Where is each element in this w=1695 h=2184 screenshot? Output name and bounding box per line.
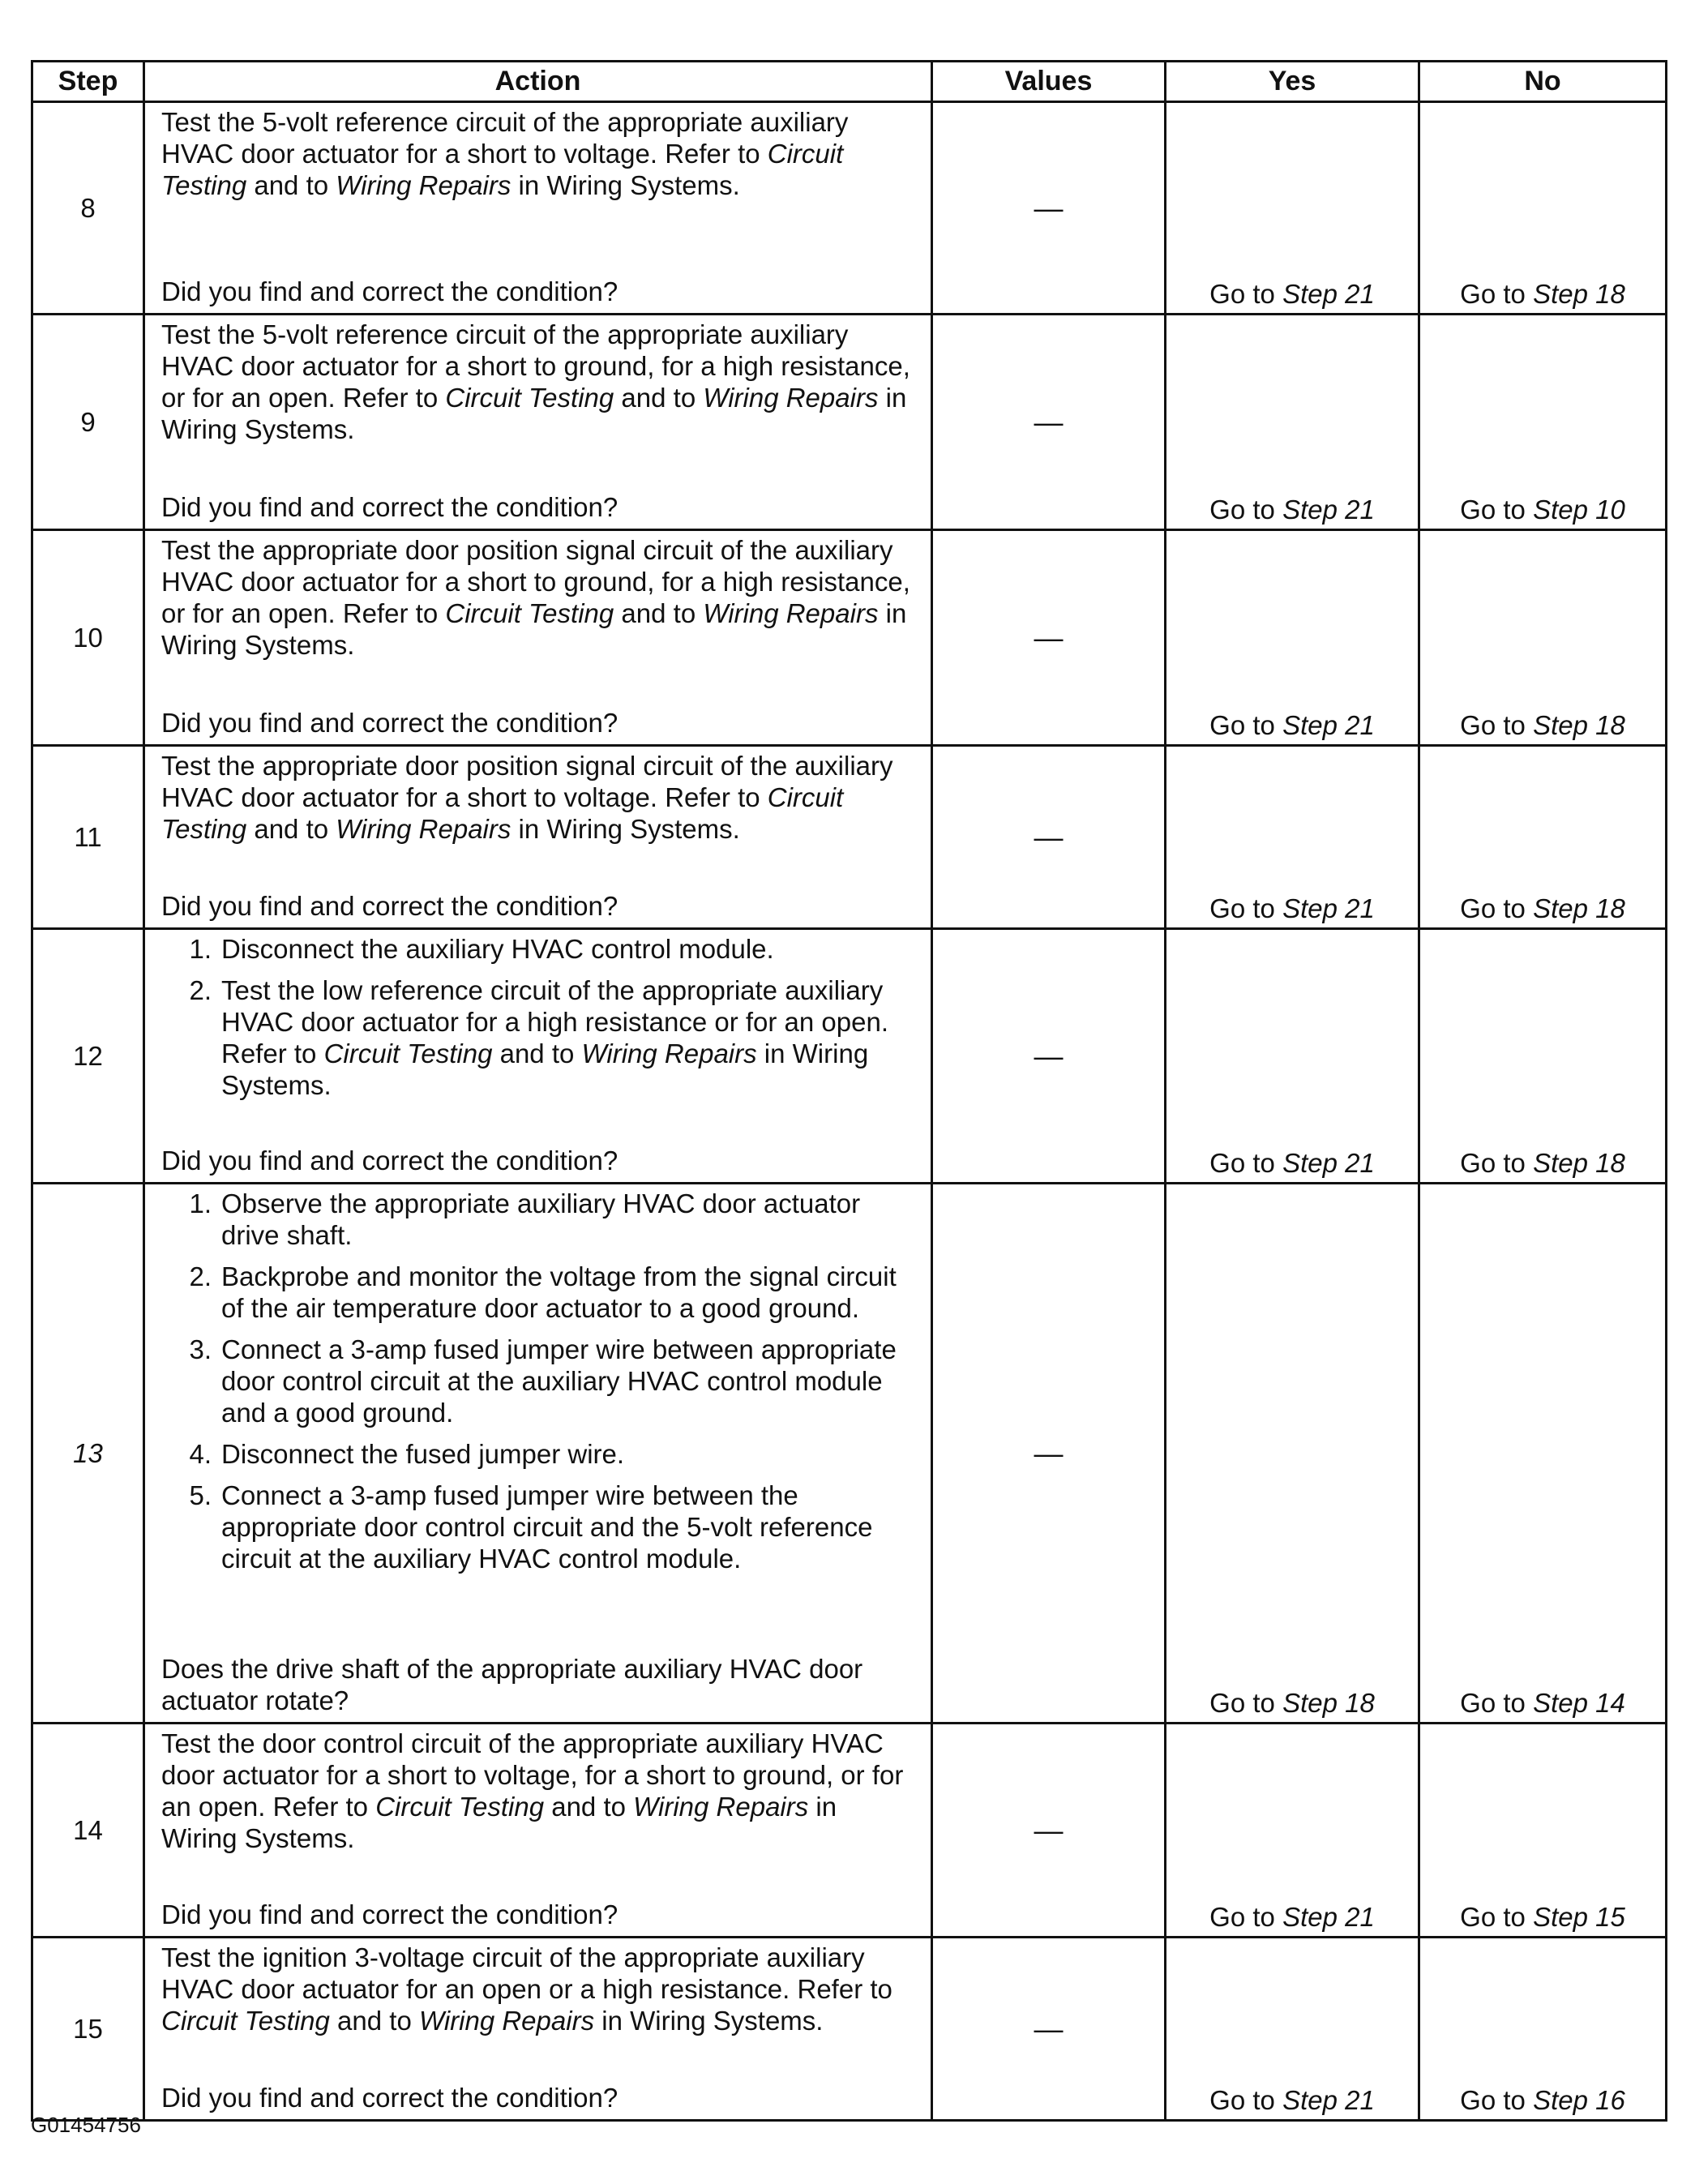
substep-number: 5. [189,1480,212,1510]
reference-link-text: Circuit Testing [161,2006,330,2036]
action-substeps [161,933,919,1101]
text-fragment: and to [544,1792,634,1822]
reference-link-text: Circuit Testing [375,1792,545,1822]
yes-goto-step: Step 21 [1282,710,1375,740]
reference-link-text: Circuit Testing [445,383,614,413]
header-step: Step [32,62,144,102]
header-no: No [1419,62,1667,102]
no-goto-prefix: Go to [1460,1902,1534,1932]
yes-goto-prefix: Go to [1209,1148,1283,1178]
values-cell: — [932,746,1166,929]
yes-goto-prefix: Go to [1209,2085,1283,2115]
no-goto-prefix: Go to [1460,893,1534,923]
no-cell [1419,315,1667,530]
substep-text [221,1188,919,1251]
reference-link-text: Circuit Testing [161,139,844,200]
action-instruction [161,1728,919,1854]
yes-goto-prefix: Go to [1209,1902,1283,1932]
action-instruction [161,534,919,661]
table-body [32,102,1667,2121]
substep-text [221,933,919,965]
text-fragment: Backprobe and monitor the voltage from the signal circuit of the air temperature door actuator to a good ground. [221,1261,897,1323]
step-number: 14 [32,1724,144,1938]
substep-number: 2. [189,1261,212,1291]
text-fragment: and to [614,598,704,628]
text-fragment: Test the door control circuit of the appropriate auxiliary HVAC door actuator for a short to voltage, for a short to ground, or for an open. Refer to [161,1728,904,1822]
reference-link-text: Circuit Testing [323,1038,493,1068]
action-question: Did you find and correct the condition? [161,708,619,738]
yes-goto-step: Step 21 [1282,279,1375,309]
yes-cell [1166,1938,1419,2121]
text-fragment: Test the 5-volt reference circuit of the appropriate auxiliary HVAC door actuator for a short to voltage. Refer to [161,107,849,169]
yes-cell [1166,1184,1419,1724]
no-goto-step: Step 18 [1533,1148,1625,1178]
text-fragment: in Wiring Systems. [161,383,907,444]
no-goto-prefix: Go to [1460,1688,1534,1718]
reference-link-text: Wiring Repairs [703,383,879,413]
text-fragment: Test the appropriate door position signal circuit of the auxiliary HVAC door actuator for a short to ground, for a high resistance, or for an open. Refer to [161,535,910,628]
action-cell [144,1724,932,1938]
action-cell [144,530,932,746]
values-cell: — [932,530,1166,746]
yes-cell [1166,1724,1419,1938]
reference-link-text: Wiring Repairs [336,170,511,200]
no-goto-step: Step 15 [1533,1902,1625,1932]
no-cell [1419,929,1667,1184]
step-number: 13 [32,1184,144,1724]
text-fragment: Connect a 3-amp fused jumper wire between the appropriate door control circuit and the 5-volt reference circuit at the auxiliary HVAC control module. [221,1480,873,1574]
substep-text [221,1261,919,1324]
text-fragment: in Wiring Systems. [594,2006,824,2036]
text-fragment: Test the low reference circuit of the appropriate auxiliary HVAC door actuator for a high resistance or for an open. Refer to [221,975,889,1068]
action-question: Did you find and correct the condition? [161,1146,619,1176]
action-question: Did you find and correct the condition? [161,1899,619,1929]
yes-goto-step: Step 21 [1282,1148,1375,1178]
no-goto-step: Step 10 [1533,495,1625,525]
no-goto-step: Step 18 [1533,710,1625,740]
reference-link-text: Wiring Repairs [581,1038,757,1068]
text-fragment: Test the ignition 3-voltage circuit of the appropriate auxiliary HVAC door actuator for an open or a high resistance. Refer to [161,1942,892,2004]
table-row [32,315,1667,530]
action-instruction [161,319,919,445]
action-cell [144,102,932,315]
no-goto-step: Step 18 [1533,279,1625,309]
list-item [161,1334,919,1428]
values-cell: — [932,1938,1166,2121]
step-number: 9 [32,315,144,530]
reference-link-text: Circuit Testing [161,782,844,844]
no-goto-prefix: Go to [1460,1148,1534,1178]
table-row [32,1184,1667,1724]
yes-goto-step: Step 21 [1282,1902,1375,1932]
reference-link-text: Wiring Repairs [336,814,511,844]
values-cell: — [932,929,1166,1184]
table-row [32,530,1667,746]
reference-link-text: Wiring Repairs [633,1792,809,1822]
values-cell: — [932,1724,1166,1938]
action-substeps [161,1188,919,1574]
yes-goto-step: Step 21 [1282,2085,1375,2115]
text-fragment: and to [246,814,336,844]
text-fragment: Test the appropriate door position signal circuit of the auxiliary HVAC door actuator for a short to voltage. Refer to [161,751,893,812]
no-goto-prefix: Go to [1460,279,1534,309]
header-values: Values [932,62,1166,102]
yes-goto-prefix: Go to [1209,710,1283,740]
no-goto-prefix: Go to [1460,2085,1534,2115]
values-cell: — [932,102,1166,315]
no-cell [1419,1184,1667,1724]
text-fragment: and to [329,2006,419,2036]
figure-code: G01454756 [31,2113,141,2137]
action-question: Did you find and correct the condition? [161,492,619,522]
text-fragment: in Wiring Systems. [161,598,907,660]
no-cell [1419,530,1667,746]
no-goto-step: Step 14 [1533,1688,1625,1718]
action-question: Did you find and correct the condition? [161,276,619,306]
substep-text [221,1334,919,1428]
action-cell [144,1938,932,2121]
table-row [32,102,1667,315]
step-number: 12 [32,929,144,1184]
table-row [32,746,1667,929]
header-yes: Yes [1166,62,1419,102]
yes-goto-step: Step 18 [1282,1688,1375,1718]
list-item [161,1261,919,1324]
action-cell [144,315,932,530]
step-number: 11 [32,746,144,929]
table-row [32,1724,1667,1938]
substep-number: 2. [189,975,212,1005]
action-cell [144,929,932,1184]
substep-text [221,974,919,1101]
reference-link-text: Wiring Repairs [418,2006,595,2036]
reference-link-text: Circuit Testing [445,598,614,628]
action-question: Did you find and correct the condition? [161,2083,619,2113]
yes-goto-prefix: Go to [1209,893,1283,923]
yes-goto-prefix: Go to [1209,495,1283,525]
list-item [161,1480,919,1574]
list-item [161,974,919,1101]
action-instruction [161,750,919,845]
text-fragment: Test the 5-volt reference circuit of the appropriate auxiliary HVAC door actuator for a short to ground, for a high resistance, or for an open. Refer to [161,319,910,413]
substep-number: 1. [189,934,212,964]
substep-text [221,1480,919,1574]
text-fragment: Connect a 3-amp fused jumper wire between appropriate door control circuit at the auxiliary HVAC control module and a good ground. [221,1334,897,1428]
action-instruction [161,106,919,201]
step-number: 10 [32,530,144,746]
text-fragment: and to [492,1038,582,1068]
substep-text [221,1438,919,1470]
text-fragment: Disconnect the auxiliary HVAC control module. [221,934,774,964]
no-cell [1419,1724,1667,1938]
header-action: Action [144,62,932,102]
no-goto-prefix: Go to [1460,495,1534,525]
yes-cell [1166,929,1419,1184]
text-fragment: in Wiring Systems. [511,814,740,844]
table-row [32,929,1667,1184]
action-question: Does the drive shaft of the appropriate auxiliary HVAC door actuator rotate? [161,1654,863,1715]
step-number: 15 [32,1938,144,2121]
no-cell [1419,102,1667,315]
values-cell: — [932,315,1166,530]
values-cell: — [932,1184,1166,1724]
text-fragment: in Wiring Systems. [511,170,740,200]
reference-link-text: Wiring Repairs [703,598,879,628]
text-fragment: and to [614,383,704,413]
yes-cell [1166,746,1419,929]
yes-cell [1166,102,1419,315]
action-question: Did you find and correct the condition? [161,891,619,921]
action-cell [144,1184,932,1724]
yes-goto-prefix: Go to [1209,279,1283,309]
yes-cell [1166,530,1419,746]
substep-number: 3. [189,1334,212,1364]
step-number: 8 [32,102,144,315]
list-item [161,933,919,965]
text-fragment: and to [246,170,336,200]
list-item [161,1438,919,1470]
table-row [32,1938,1667,2121]
substep-number: 1. [189,1188,212,1218]
list-item [161,1188,919,1251]
yes-goto-step: Step 21 [1282,893,1375,923]
header-row [32,62,1667,102]
no-goto-prefix: Go to [1460,710,1534,740]
text-fragment: in Wiring Systems. [221,1038,869,1100]
text-fragment: Disconnect the fused jumper wire. [221,1439,625,1469]
substep-number: 4. [189,1439,212,1469]
no-cell [1419,746,1667,929]
no-cell [1419,1938,1667,2121]
action-cell [144,746,932,929]
no-goto-step: Step 16 [1533,2085,1625,2115]
yes-goto-step: Step 21 [1282,495,1375,525]
yes-goto-prefix: Go to [1209,1688,1283,1718]
text-fragment: Observe the appropriate auxiliary HVAC door actuator drive shaft. [221,1188,861,1250]
no-goto-step: Step 18 [1533,893,1625,923]
yes-cell [1166,315,1419,530]
action-instruction [161,1942,919,2036]
text-fragment: in Wiring Systems. [161,1792,837,1853]
diagnostic-table [31,60,1667,2122]
